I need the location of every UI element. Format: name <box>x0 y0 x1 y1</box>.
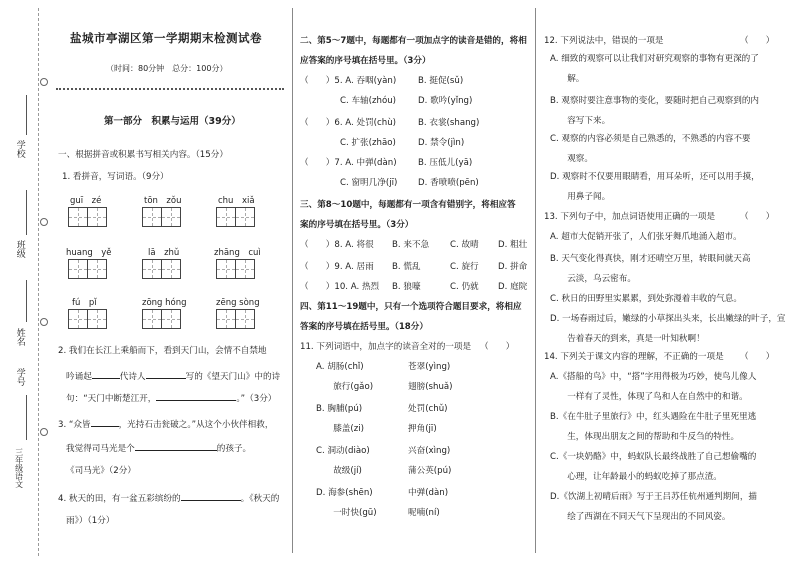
class-write-line <box>26 190 27 235</box>
q4-line1 <box>58 492 279 504</box>
q11-option-text: 押角(jī) <box>408 424 437 434</box>
q13-line: C. 秋日的田野里实累累，到处弥漫着丰收的气息。 <box>550 294 742 304</box>
q12-line: 容写下来。 <box>550 116 611 126</box>
pinyin-label: tōn zǒu <box>144 196 182 206</box>
q11-option-text: 翅膀(shuǎ) <box>408 382 453 392</box>
q14-line: C.《一块奶酪》中，蚂蚁队长最终战胜了自己想偷嘴的 <box>550 452 757 462</box>
q6-row <box>300 118 480 128</box>
q13-line: D. 一场春雨过后，嫩绿的小草探出头来，长出嫩绿的叶子，宣 <box>550 314 786 324</box>
q3-line2 <box>66 442 251 454</box>
pinyin-label: fú pǐ <box>72 298 97 308</box>
writing-box[interactable] <box>87 259 107 279</box>
q1-sub: 1. 看拼音，写词语。（9分） <box>62 172 169 182</box>
writing-box[interactable] <box>142 309 162 329</box>
q7-option-b: B. 压低儿(yā) <box>418 158 473 168</box>
q12-line: 用鼻子闻。 <box>550 192 611 202</box>
name-write-line <box>26 280 27 322</box>
writing-box[interactable] <box>235 259 255 279</box>
q8-option-a: （ ）8. A. 将很 <box>300 240 374 250</box>
q11-option-text: 旅行(gǎo) <box>316 382 374 392</box>
q6-option-d: D. 禁令(jìn) <box>418 138 465 148</box>
binding-dashed-line <box>38 8 39 556</box>
q7-option-c: C. 窗明几净(jī) <box>340 178 398 188</box>
column-divider <box>292 8 293 553</box>
q11-row <box>316 424 437 434</box>
sidebar-label-name: 姓名 <box>14 328 25 346</box>
q11-row <box>316 404 448 414</box>
writing-box[interactable] <box>216 207 236 227</box>
q10-option-a: （ ）10. A. 热烈 <box>300 282 380 292</box>
q11-option-text: 膝盖(zi) <box>316 424 364 434</box>
writing-box[interactable] <box>142 207 162 227</box>
sidebar-label-class: 班级 <box>14 240 25 258</box>
q11-answer-paren[interactable]: （ ） <box>480 342 515 352</box>
q8-option-c: C. 故晴 <box>450 240 479 250</box>
q11-option-text: 一时快(gū) <box>316 508 377 518</box>
q11-option-text: D. 海参(shēn) <box>316 488 373 498</box>
q2-line1: 2. 我们在长江上乘船而下，看到天门山，会情不自禁地 <box>58 346 267 356</box>
q7-row <box>300 158 473 168</box>
q14-stem: 14. 下列关于课文内容的理解，不正确的一项是 <box>544 352 724 362</box>
q3-blank-1[interactable] <box>91 418 119 427</box>
exam-title: 盐城市亭湖区第一学期期末检测试卷 <box>70 31 262 45</box>
q14-line: 一样有了灵性，体现了鸟和人在自然中的和谐。 <box>550 392 748 402</box>
part3-heading-2: 案的序号填在括号里。（3分） <box>300 220 414 230</box>
q4-text: 4. 秋天的田，有一盆五彩缤纷的 <box>58 494 181 504</box>
writing-box[interactable] <box>87 207 107 227</box>
q3-blank-2[interactable] <box>135 442 217 451</box>
q11-option-text: C. 洞动(diào) <box>316 446 370 456</box>
part4-heading-1: 四、第11～19题中，只有一个选项符合题目要求，将相应 <box>300 302 522 312</box>
q11-row <box>316 466 452 476</box>
writing-box[interactable] <box>235 207 255 227</box>
part4-heading-2: 答案的序号填在括号里。（18分） <box>300 322 428 332</box>
q2-text: 写的《望天门山》中的诗 <box>185 372 281 382</box>
q8-row <box>300 240 528 250</box>
q7-option-a: （ ）7. A. 中弹(dàn) <box>300 158 397 168</box>
q1-heading: 一、根据拼音或积累书写相关内容。（15分） <box>58 150 228 160</box>
exam-meta: （时间：80分钟 总分：100分） <box>106 64 228 73</box>
part1-title: 第一部分 积累与运用（39分） <box>104 116 241 127</box>
q9-option-d: D. 拼命 <box>498 262 528 272</box>
q14-line: B.《在牛肚子里旅行》中，红头遇险在牛肚子里死里逃 <box>550 412 757 422</box>
q2-line2 <box>66 370 280 382</box>
sidebar-grade: 三年级语文 <box>14 448 24 488</box>
q11-row <box>316 508 440 518</box>
q5-option-a: （ ）5. A. 吞咽(yàn) <box>300 76 397 86</box>
part2-heading-2: 应答案的序号填在括号里。（3分） <box>300 56 431 66</box>
writing-box[interactable] <box>161 309 181 329</box>
q9-option-a: （ ）9. A. 居雨 <box>300 262 374 272</box>
q6-option-a: （ ）6. A. 处罚(chù) <box>300 118 397 128</box>
q11-option-text: 呢喃(ní) <box>408 508 440 518</box>
part3-heading-1: 三、第8～10题中，每题都有一项含有错别字，将相应答 <box>300 200 516 210</box>
pinyin-label: huang yě <box>66 248 112 258</box>
school-write-line <box>26 95 27 135</box>
q4-blank[interactable] <box>181 492 241 501</box>
sidebar-label-school: 学校 <box>14 140 25 158</box>
q12-line: A. 细致的观察可以让我们对研究观察的事物有更深的了 <box>550 54 759 64</box>
writing-box[interactable] <box>235 309 255 329</box>
q14-line: D.《饮湖上初晴后雨》写于王吕苏任杭州通判期间，描 <box>550 492 758 502</box>
q4-text: 。《秋天的 <box>240 494 280 504</box>
q6-option-b: B. 衣裳(shang) <box>418 118 480 128</box>
pinyin-label: zōng hóng <box>142 298 187 308</box>
q11-stem: 11. 下列词语中，加点字的读音全对的一项是 <box>300 342 472 352</box>
writing-box[interactable] <box>68 309 88 329</box>
pinyin-label: chu xiǎ <box>218 196 255 206</box>
writing-box[interactable] <box>142 259 162 279</box>
pinyin-label: zhāng cuì <box>214 248 261 258</box>
q11-row <box>316 446 451 456</box>
q12-line: D. 观察时不仅要用眼睛看，用耳朵听，还可以用手摸， <box>550 172 760 182</box>
part2-heading-1: 二、第5～7题中，每题都有一项加点字的读音是错的，将相 <box>300 36 527 46</box>
q4-line2: 雨》）（1分） <box>66 516 115 526</box>
sidebar-label-number: 学号 <box>14 368 25 386</box>
q2-blank-poet[interactable] <box>146 370 186 379</box>
q3-text: 的孩子。 <box>216 444 252 454</box>
q3-text: 我觉得司马光是个 <box>66 444 135 454</box>
binding-hole <box>40 428 48 436</box>
q11-row <box>316 382 453 392</box>
q2-line3 <box>66 392 276 404</box>
binding-hole <box>40 218 48 226</box>
writing-box[interactable] <box>216 259 236 279</box>
q3-text: ，光持石击瓮破之。”从这个小伙伴相救， <box>118 420 274 430</box>
binding-strip <box>0 0 52 562</box>
binding-hole <box>40 318 48 326</box>
q5-option-c: C. 车轴(zhóu) <box>340 96 397 106</box>
q10-option-c: C. 仍就 <box>450 282 479 292</box>
q14-line: 生，体现出朋友之间的帮助和牛反刍的特性。 <box>550 432 740 442</box>
q11-option-text: 中弹(dàn) <box>408 488 449 498</box>
q2-blank-dynasty[interactable] <box>92 370 120 379</box>
q11-option-text: 蒲公英(pú) <box>408 466 452 476</box>
q11-option-text: 处罚(chǔ) <box>408 404 448 414</box>
q6-option-c: C. 扩张(zhāo) <box>340 138 396 148</box>
q14-answer-paren[interactable]: （ ） <box>740 352 775 362</box>
q11-option-text: B. 胸脯(pú) <box>316 404 363 414</box>
q10-row <box>300 282 528 292</box>
pinyin-label: guī zé <box>70 196 102 206</box>
q11-row <box>316 362 451 372</box>
pinyin-label: zēng sòng <box>216 298 260 308</box>
binding-hole <box>40 78 48 86</box>
q5-option-b: B. 挺促(sǔ) <box>418 76 464 86</box>
q11-option-text: 故级(jí) <box>316 466 362 476</box>
q12-line: C. 观察的内容必须是自己熟悉的，不熟悉的内容不要 <box>550 134 751 144</box>
header-dotted-divider <box>56 88 284 90</box>
writing-box[interactable] <box>68 259 88 279</box>
q13-answer-paren[interactable]: （ ） <box>740 212 775 222</box>
q12-line: B. 观察时要注意事物的变化，要随时把自己观察到的内 <box>550 96 760 106</box>
writing-box[interactable] <box>68 207 88 227</box>
q2-text: 代诗人 <box>119 372 146 382</box>
q11-row <box>316 488 449 498</box>
writing-box[interactable] <box>161 207 181 227</box>
number-write-line <box>26 395 27 440</box>
q9-option-c: C. 旋行 <box>450 262 479 272</box>
column-divider <box>535 8 536 553</box>
q11-option-text: 苍翠(yìng) <box>408 362 451 372</box>
q11-option-text: A. 胡肠(chǐ) <box>316 362 364 372</box>
q5-option-d: D. 歌吟(yǐng) <box>418 96 473 106</box>
q11-option-text: 兴奋(xìng) <box>408 446 451 456</box>
q2-text: 吟诵起 <box>66 372 92 382</box>
q13-line: 告着春天的到来，真是一叶知秋啊！ <box>550 334 705 344</box>
q3-line1 <box>58 418 273 430</box>
writing-box[interactable] <box>87 309 107 329</box>
writing-box[interactable] <box>216 309 236 329</box>
q5-row <box>300 76 464 86</box>
q3-text: 3. “众皆 <box>58 420 91 430</box>
q2-text: 。”（3分） <box>236 394 277 404</box>
q14-line: 心理，让年龄最小的蚂蚁吃掉了那点渣。 <box>550 472 722 482</box>
q10-option-b: B. 狼嚎 <box>392 282 421 292</box>
q8-option-d: D. 粗壮 <box>498 240 528 250</box>
q8-option-b: B. 来不急 <box>392 240 430 250</box>
q10-option-d: D. 庭院 <box>498 282 528 292</box>
q12-line: 观察。 <box>550 154 593 164</box>
writing-box[interactable] <box>161 259 181 279</box>
q14-line: A.《搭船的鸟》中，“搭”字用得极为巧妙，使鸟儿像人 <box>550 372 757 382</box>
q2-blank-verse[interactable] <box>156 392 236 401</box>
q14-line: 绘了西湖在不同天气下呈现出的不同风姿。 <box>550 512 731 522</box>
column-left <box>56 0 286 562</box>
q13-line: A. 超市大促销开张了，人们张牙舞爪地涌入超市。 <box>550 232 742 242</box>
q13-line: B. 天气变化得真快，刚才还晴空万里，转眼间就天高 <box>550 254 751 264</box>
q12-answer-paren[interactable]: （ ） <box>740 36 775 46</box>
q7-option-d: D. 香喷喷(pēn) <box>418 178 479 188</box>
pinyin-label: lā zhǔ <box>148 248 180 258</box>
q13-line: 云淡，乌云密布。 <box>550 274 636 284</box>
q3-line3: 《司马光》（2分） <box>66 466 136 476</box>
q12-stem: 12. 下列说法中，错误的一项是 <box>544 36 664 46</box>
q9-row <box>300 262 528 272</box>
q13-stem: 13. 下列句子中，加点词语使用正确的一项是 <box>544 212 716 222</box>
q2-text: 句：“天门中断楚江开， <box>66 394 157 404</box>
q9-option-b: B. 慌乱 <box>392 262 421 272</box>
q12-line: 解。 <box>550 74 585 84</box>
